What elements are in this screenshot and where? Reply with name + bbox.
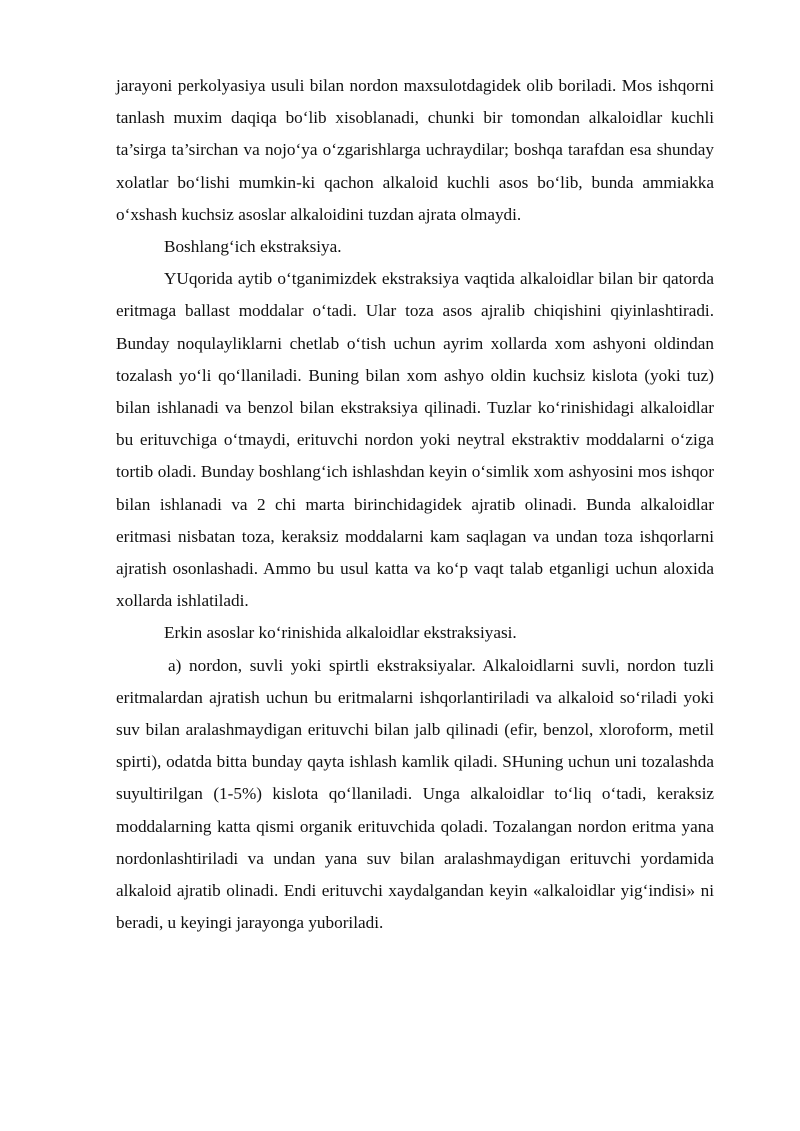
document-page bbox=[116, 70, 714, 939]
paragraph-initial-extraction: YUqorida aytib o‘tganimizdek ekstraksiya vaqtida alkaloidlar bilan bir qatorda eritmaga ballast moddalar o‘tadi. Ular toza asos ajralib chiqishini qiyinlashtiradi. Bunday noqulayliklarni chetlab o‘tish uchun ayrim xollarda xom ashyoni oldindan tozalash yo‘li qo‘llaniladi. Buning bilan xom ashyo oldin kuchsiz kislota (yoki tuz) bilan ishlanadi va benzol bilan ekstraksiya qilinadi. Tuzlar ko‘rinishidagi alkaloidlar bu erituvchiga o‘tmaydi, erituvchi nordon yoki neytral ekstraktiv moddalarni o‘ziga tortib oladi. Bunday boshlang‘ich ishlashdan keyin o‘simlik xom ashyosini mos ishqor bilan ishlanadi va 2 chi marta birinchidagidek ajratib olinadi. Bunda alkaloidlar eritmasi nisbatan toza, keraksiz moddalarni kam saqlagan va undan toza ishqorlarni ajratish osonlashadi. Ammo bu usul katta va ko‘p vaqt talab etganligi uchun aloxida xollarda ishlatiladi. bbox=[116, 269, 714, 611]
paragraph-continuation: jarayoni perkolyasiya usuli bilan nordon maxsulotdagidek olib boriladi. Mos ishqorni tanlash muxim daqiqa bo‘lib xisoblanadi, chunki bir tomondan alkaloidlar kuchli ta’sirga ta’sirchan va nojo‘ya o‘zgarishlarga uchraydilar; boshqa tarafdan esa shunday xolatlar bo‘lishi mumkin-ki qachon alkaloid kuchli asos bo‘lib, bunda ammiakka o‘xshash kuchsiz asoslar alkaloidini tuzdan ajrata olmaydi. bbox=[116, 76, 714, 224]
section-heading-initial-extraction: Boshlang‘ich ekstraksiya. bbox=[164, 237, 342, 257]
paragraph-acidic-extractions: a) nordon, suvli yoki spirtli ekstraksiyalar. Alkaloidlarni suvli, nordon tuzli eritmalardan ajratish uchun bu eritmalarni ishqorlantiriladi va alkaloid so‘riladi yoki suv bilan aralashmaydigan erituvchi bilan jalb qilinadi (efir, benzol, xloroform, metil spirti), odatda bitta bunday qayta ishlash kamlik qiladi. SHuning uchun uni tozalashda suyultirilgan (1-5%) kislota qo‘llaniladi. Unga alkaloidlar to‘liq o‘tadi, keraksiz moddalarning katta qismi organik erituvchida qoladi. Tozalangan nordon eritma yana nordonlashtiriladi va undan yana suv bilan aralashmaydigan erituvchi yordamida alkaloid ajratib olinadi. Endi erituvchi xaydalgandan keyin «alkaloidlar yig‘indisi» ni beradi, u keyingi jarayonga yuboriladi. bbox=[116, 655, 714, 933]
section-heading-free-base-extraction: Erkin asoslar ko‘rinishida alkaloidlar ekstraksiyasi. bbox=[164, 623, 517, 643]
